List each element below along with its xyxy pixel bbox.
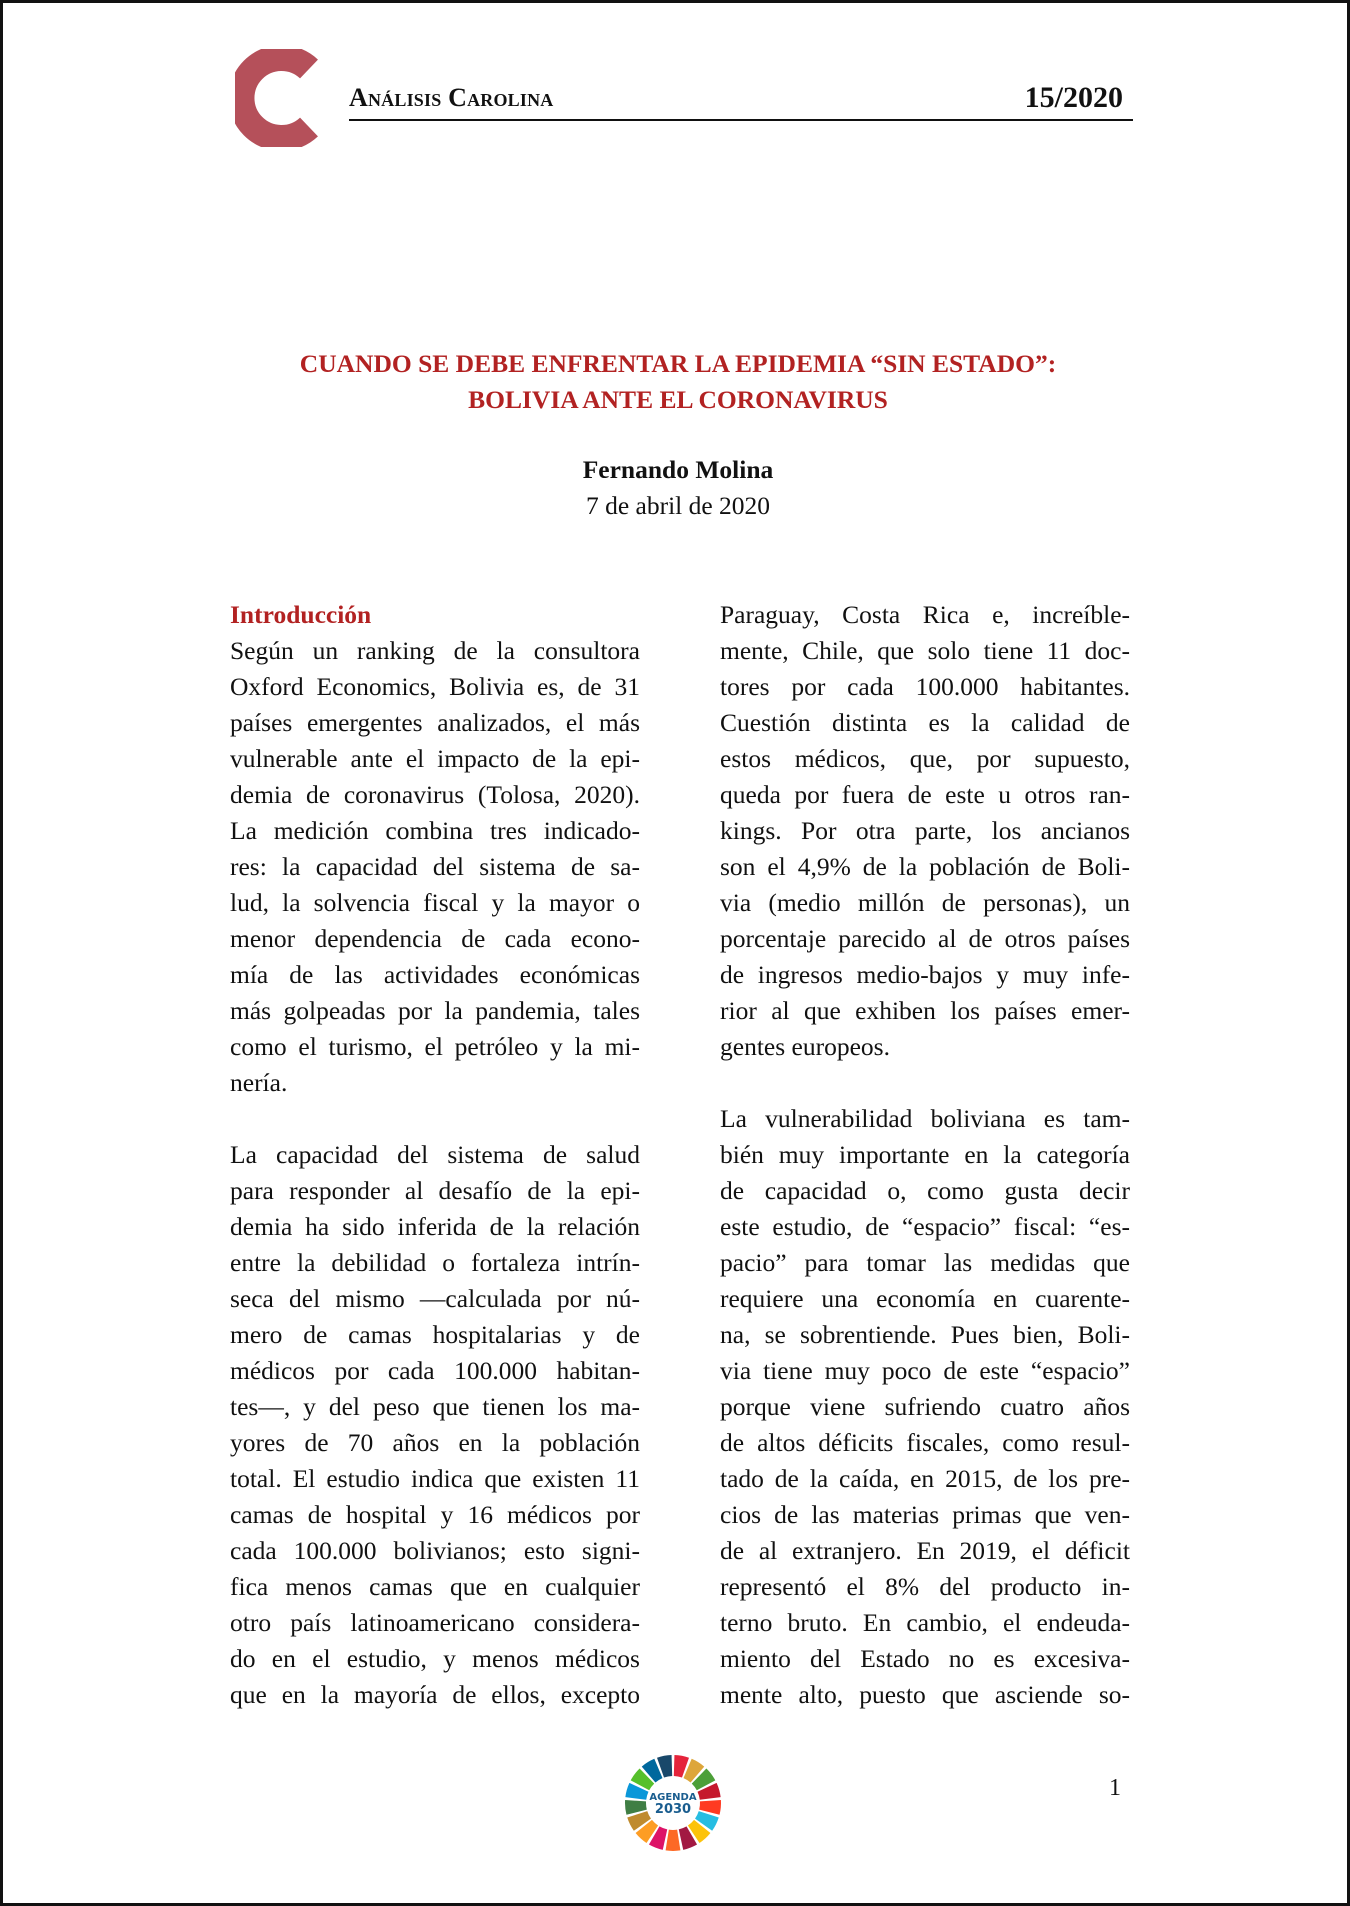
agenda-2030-logo [623,1753,723,1853]
text-line: cada 100.000 bolivianos; esto signi- [230,1536,640,1565]
text-line: porque viene sufriendo cuatro años [720,1392,1130,1421]
text-line: Paraguay, Costa Rica e, increíble- [720,600,1130,629]
text-line: camas de hospital y 16 médicos por [230,1500,640,1529]
text-line: rior al que exhiben los países emer- [720,996,1130,1025]
text-line: do en el estudio, y menos médicos [230,1644,640,1673]
section-heading: Introducción [230,600,372,629]
article-author: Fernando Molina [582,455,774,484]
text-line: mero de camas hospitalarias y de [230,1320,640,1349]
text-line: via (medio millón de personas), un [720,888,1130,917]
right-column [720,597,1130,1713]
sdg-wheel-segment [666,1830,681,1851]
left-column [230,597,640,1713]
text-line: La capacidad del sistema de salud [230,1140,640,1169]
fundacion-carolina-logo [235,49,323,147]
text-line: mente, Chile, que solo tiene 11 doc- [720,636,1130,665]
paragraph [720,1101,1130,1713]
paragraph [720,597,1130,1065]
text-line: más golpeadas por la pandemia, tales [230,996,640,1025]
publication-name: Análisis Carolina [349,83,554,112]
agenda-logo-label: AGENDA [649,1792,697,1803]
text-line: estos médicos, que, por supuesto, [720,744,1130,773]
agenda-logo-year: 2030 [654,1802,692,1817]
page-number: 1 [1109,1775,1121,1801]
text-line: entre la debilidad o fortaleza intrín- [230,1248,640,1277]
header-divider [349,119,1133,121]
text-line: terno bruto. En cambio, el endeuda- [720,1608,1130,1637]
text-line: de altos déficits fiscales, como resul- [720,1428,1130,1457]
text-line: de al extranjero. En 2019, el déficit [720,1536,1130,1565]
text-line: menor dependencia de cada econo- [230,924,640,953]
text-line: kings. Por otra parte, los ancianos [720,816,1130,845]
text-line: para responder al desafío de la epi- [230,1176,640,1205]
text-line: requiere una economía en cuarente- [720,1284,1130,1313]
article-date: 7 de abril de 2020 [585,491,771,520]
text-line: miento del Estado no es excesiva- [720,1644,1130,1673]
text-line: que en la mayoría de ellos, excepto [230,1680,640,1709]
text-line: representó el 8% del producto in- [720,1572,1130,1601]
text-line: demia de coronavirus (Tolosa, 2020). [230,780,640,809]
text-line: de capacidad o, como gusta decir [720,1176,1130,1205]
text-line: pacio” para tomar las medidas que [720,1248,1130,1277]
text-line: fica menos camas que en cualquier [230,1572,640,1601]
text-line: de ingresos medio-bajos y muy infe- [720,960,1130,989]
text-line: mente alto, puesto que asciende so- [720,1680,1130,1709]
text-line: tes—, y del peso que tienen los ma- [230,1392,640,1421]
text-line: Oxford Economics, Bolivia es, de 31 [230,672,640,701]
text-line: vulnerable ante el impacto de la epi- [230,744,640,773]
text-line: tores por cada 100.000 habitantes. [720,672,1130,701]
article-title [3,346,1350,418]
text-line: países emergentes analizados, el más [230,708,640,737]
text-line: tado de la caída, en 2015, de los pre- [720,1464,1130,1493]
text-line: Según un ranking de la consultora [230,636,640,665]
text-line: este estudio, de “espacio” fiscal: “es- [720,1212,1130,1241]
text-line: queda por fuera de este u otros ran- [720,780,1130,809]
text-line: total. El estudio indica que existen 11 [230,1464,640,1493]
text-line: nería. [230,1068,288,1097]
paragraph-gap [720,1065,1130,1101]
text-line: como el turismo, el petróleo y la mi- [230,1032,640,1061]
text-line: cios de las materias primas que ven- [720,1500,1130,1529]
text-line: mía de las actividades económicas [230,960,640,989]
text-line: médicos por cada 100.000 habitan- [230,1356,640,1385]
paragraph-gap [230,1101,640,1137]
paragraph [230,633,640,1101]
paragraph [230,1137,640,1713]
text-line: res: la capacidad del sistema de sa- [230,852,640,881]
text-line: La vulnerabilidad boliviana es tam- [720,1104,1130,1133]
text-line: Cuestión distinta es la calidad de [720,708,1130,737]
text-line: La medición combina tres indicado- [230,816,640,845]
issue-number: 15/2020 [1024,81,1123,114]
text-line: bién muy importante en la categoría [720,1140,1130,1169]
text-line: demia ha sido inferida de la relación [230,1212,640,1241]
text-line: lud, la solvencia fiscal y la mayor o [230,888,640,917]
text-line: son el 4,9% de la población de Boli- [720,852,1130,881]
text-line: otro país latinoamericano considera- [230,1608,640,1637]
article-title-line-2: BOLIVIA ANTE EL CORONAVIRUS [468,385,888,414]
text-line: na, se sobrentiende. Pues bien, Boli- [720,1320,1130,1349]
text-line: seca del mismo —calculada por nú- [230,1284,640,1313]
article-title-line-1: CUANDO SE DEBE ENFRENTAR LA EPIDEMIA “SIN ESTADO”: [299,349,1057,378]
text-line: porcentaje parecido al de otros países [720,924,1130,953]
text-line: yores de 70 años en la población [230,1428,640,1457]
text-line: gentes europeos. [720,1032,890,1061]
text-line: via tiene muy poco de este “espacio” [720,1356,1130,1385]
